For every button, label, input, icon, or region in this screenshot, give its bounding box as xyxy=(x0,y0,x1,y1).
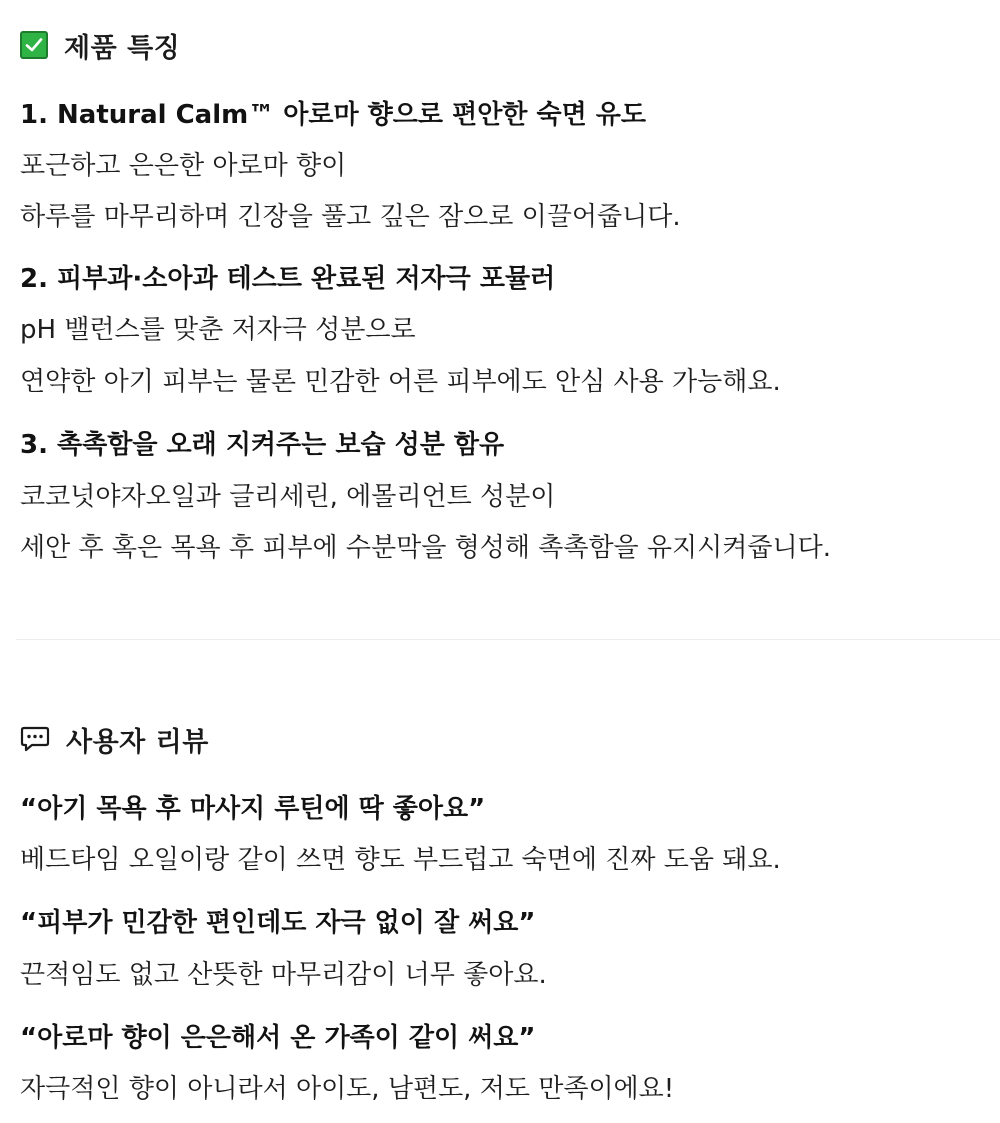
feature-line: pH 밸런스를 맞춘 저자극 성분으로 xyxy=(20,315,416,345)
review-text: 베드타임 오일이랑 같이 쓰면 향도 부드럽고 숙면에 진짜 도움 돼요. xyxy=(20,845,781,875)
feature-title-3: 3. 촉촉함을 오래 지켜주는 보습 성분 함유 xyxy=(20,430,505,460)
review-quote: “아로마 향이 은은해서 온 가족이 같이 써요” xyxy=(20,1023,536,1053)
review-text: 자극적인 향이 아니라서 아이도, 남편도, 저도 만족이에요! xyxy=(20,1074,675,1104)
review-text: 끈적임도 없고 산뜻한 마무리감이 너무 좋아요. xyxy=(20,960,547,990)
feature-line: 포근하고 은은한 아로마 향이 xyxy=(20,151,347,181)
feature-title-2: 2. 피부과·소아과 테스트 완료된 저자극 포뮬러 xyxy=(20,264,556,294)
speech-bubble-icon xyxy=(20,725,50,753)
feature-line: 하루를 마무리하며 긴장을 풀고 깊은 잠으로 이끌어줍니다. xyxy=(20,202,681,232)
section-divider xyxy=(16,639,1000,640)
review-quote: “아기 목욕 후 마사지 루틴에 딱 좋아요” xyxy=(20,794,486,824)
check-mark-box-icon xyxy=(20,31,48,59)
feature-line: 코코넛야자오일과 글리세린, 에몰리언트 성분이 xyxy=(20,482,556,512)
features-heading-text: 제품 특징 xyxy=(64,32,181,64)
reviews-heading-text: 사용자 리뷰 xyxy=(66,726,209,758)
feature-title-1: 1. Natural Calm™ 아로마 향으로 편안한 숙면 유도 xyxy=(20,100,646,130)
review-quote: “피부가 민감한 편인데도 자극 없이 잘 써요” xyxy=(20,908,536,938)
feature-line: 연약한 아기 피부는 물론 민감한 어른 피부에도 안심 사용 가능해요. xyxy=(20,367,781,397)
feature-line: 세안 후 혹은 목욕 후 피부에 수분막을 형성해 촉촉함을 유지시켜줍니다. xyxy=(20,533,832,563)
reviews-heading xyxy=(20,722,209,756)
features-heading xyxy=(20,28,180,62)
